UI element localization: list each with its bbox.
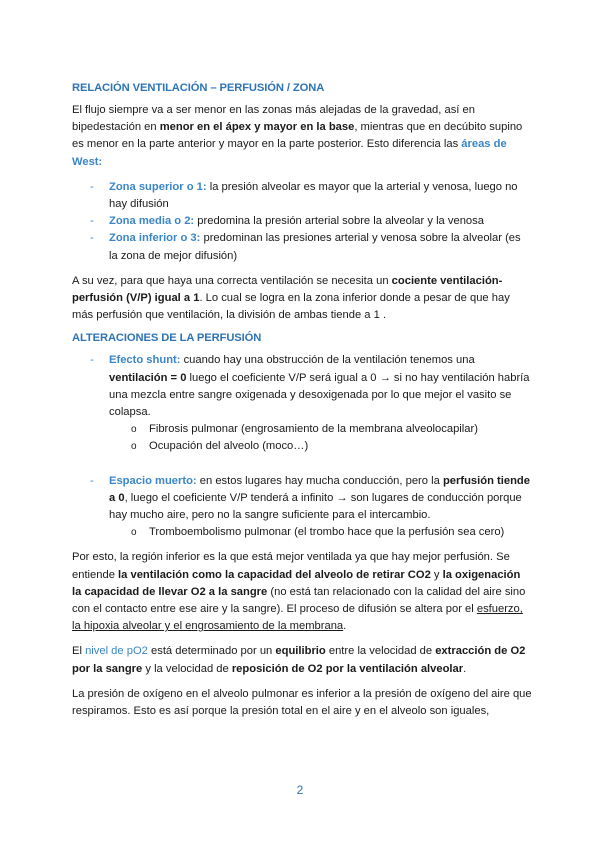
text: A su vez, para que haya una correcta ventilación se necesita un xyxy=(72,274,392,287)
section-heading-ventilation-perfusion: RELACIÓN VENTILACIÓN – PERFUSIÓN / ZONA xyxy=(72,82,325,94)
document-page xyxy=(72,82,532,728)
text: en estos lugares hay mucha conducción, pero la xyxy=(196,474,443,487)
sub-item: o Tromboembolismo pulmonar (el trombo hace que la perfusión sea cero) xyxy=(131,524,532,541)
list-item-zone-1 xyxy=(72,179,532,213)
zone-text: predominan las presiones arterial y venosa sobre la alveolar (es la zona de mejor difusión) xyxy=(109,232,521,262)
list-item-shunt xyxy=(72,352,532,472)
bold-text: ventilación = 0 xyxy=(109,371,187,384)
shunt-sublist xyxy=(109,421,532,455)
alterations-list xyxy=(72,352,532,541)
text: . Lo cual se logra en la zona inferior donde a pesar de que hay más perfusión que ventilación, la división de ambas tiende a 1 . xyxy=(72,292,510,322)
list-item-zone-2 xyxy=(72,213,532,230)
highlight-po2: nivel de pO2 xyxy=(85,645,148,658)
sub-item: o Fibrosis pulmonar (engrosamiento de la membrana alveolocapilar) xyxy=(131,421,532,438)
dead-space-sublist xyxy=(109,524,532,541)
paragraph-po2-level xyxy=(72,643,532,677)
text: está determinado por un xyxy=(147,645,276,658)
paragraph-vp-ratio xyxy=(72,273,532,325)
bold-text: cociente ventilación-perfusión (V/P) igual a 1 xyxy=(72,274,503,305)
west-zones-list xyxy=(72,179,532,265)
zone-label: Zona superior o 1: xyxy=(109,180,207,193)
paragraph-gravity-flow xyxy=(72,102,532,171)
paragraph-ventilation-oxygenation xyxy=(72,549,532,635)
bold-text: reposición de O2 por la ventilación alveolar xyxy=(231,662,464,675)
shunt-label: Efecto shunt: xyxy=(109,354,181,367)
text: . xyxy=(343,620,347,633)
text: . xyxy=(463,662,467,675)
section-heading-perfusion-alterations: ALTERACIONES DE LA PERFUSIÓN xyxy=(72,332,262,345)
text: luego el coeficiente V/P será igual a 0 → si no hay ventilación habría una mezcla entre sangre oxigenada y desoxigenada por lo que mejor el vasito se colapsa. xyxy=(109,371,530,419)
text: y xyxy=(430,568,443,581)
bold-text: perfusión tiende a 0 xyxy=(109,474,530,504)
bold-text: menor en el ápex y mayor en la base xyxy=(159,121,355,134)
text: entre la velocidad de xyxy=(325,645,436,658)
text: (no está tan relacionado con la calidad del aire sino con el contacto entre ese aire y la sangre). El proceso de difusión se altera por el xyxy=(72,585,526,616)
bold-text: equilibrio xyxy=(275,645,326,658)
text: Por esto, la región inferior es la que está mejor ventilada ya que hay mejor perfusión. Se entiende xyxy=(72,551,510,581)
bold-text: la ventilación como la capacidad del alveolo de retirar CO2 xyxy=(118,568,431,581)
text: y la velocidad de xyxy=(142,662,232,675)
list-item-zone-3 xyxy=(72,230,532,264)
text: , luego el coeficiente V/P tenderá a infinito → son lugares de conducción porque hay mucho aire, pero no la sangre suficiente para el intercambio. xyxy=(109,491,522,522)
text: , mientras que en decúbito supino es menor en la parte anterior y mayor en la parte posterior. Esto diferencia las xyxy=(72,121,523,151)
bold-text: extracción de O2 por la sangre xyxy=(72,645,526,675)
page-number: 2 xyxy=(296,783,304,797)
dead-space-label: Espacio muerto: xyxy=(109,474,197,487)
zone-label: Zona inferior o 3: xyxy=(109,232,201,245)
zone-text: predomina la presión arterial sobre la alveolar y la venosa xyxy=(194,215,484,228)
paragraph-alveolar-pressure: La presión de oxígeno en el alveolo pulmonar es inferior a la presión de oxígeno del aire que respiramos. Esto es así porque la presión total en el aire y en el alveolo son iguales, xyxy=(72,687,532,718)
sub-item: o Ocupación del alveolo (moco…) xyxy=(131,438,532,455)
text: El flujo siempre va a ser menor en las zonas más alejadas de la gravedad, así en bipedestación en xyxy=(72,104,475,134)
bold-text: la oxigenación la capacidad de llevar O2 a la sangre xyxy=(72,568,521,598)
text: El xyxy=(72,645,86,658)
list-item-dead-space xyxy=(72,473,532,542)
zone-text: la presión alveolar es mayor que la arterial y venosa, luego no hay difusión xyxy=(109,180,518,211)
text: cuando hay una obstrucción de la ventilación tenemos una xyxy=(180,354,475,367)
underlined-text: esfuerzo, la hipoxia alveolar y el engrosamiento de la membrana xyxy=(72,603,523,633)
highlight-west-areas: áreas de West: xyxy=(72,138,507,168)
zone-label: Zona media o 2: xyxy=(109,215,195,228)
